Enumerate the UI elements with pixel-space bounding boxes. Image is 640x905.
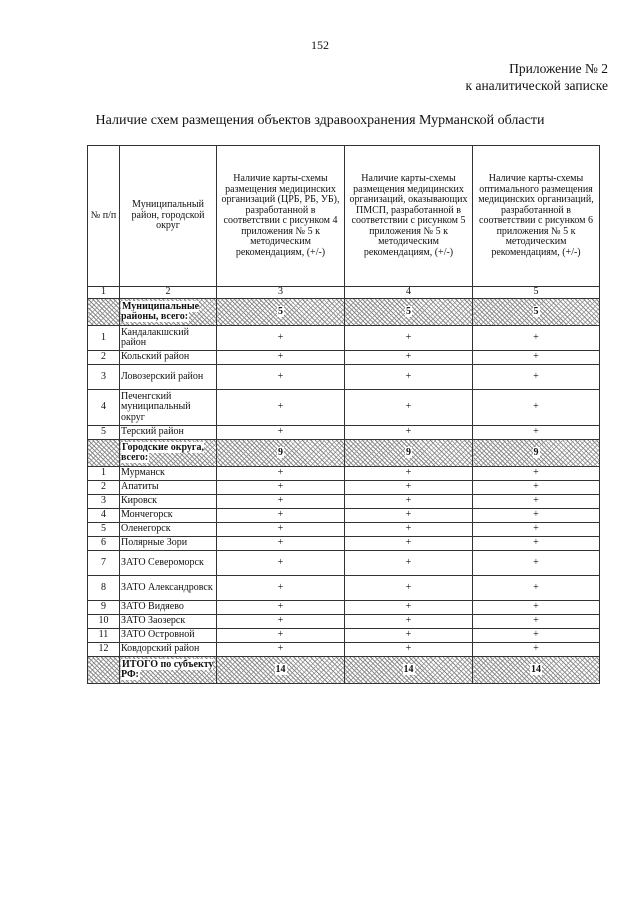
row-value: + xyxy=(473,351,600,365)
hatch-cell xyxy=(88,299,120,326)
row-num: 1 xyxy=(88,467,120,481)
row-value: + xyxy=(345,495,473,509)
table-row xyxy=(88,523,600,537)
row-value: + xyxy=(345,601,473,615)
row-value: + xyxy=(345,509,473,523)
index-cell: 3 xyxy=(217,287,345,299)
section-value: 5 xyxy=(406,305,411,317)
row-value: + xyxy=(217,509,345,523)
row-value: + xyxy=(473,326,600,351)
row-value: + xyxy=(345,351,473,365)
table-row xyxy=(88,629,600,643)
section-row-cities xyxy=(88,440,600,467)
row-value: + xyxy=(345,326,473,351)
row-value: + xyxy=(217,523,345,537)
row-value: + xyxy=(345,643,473,657)
row-num: 9 xyxy=(88,601,120,615)
row-value: + xyxy=(217,576,345,601)
row-value: + xyxy=(473,390,600,426)
row-value: + xyxy=(217,615,345,629)
row-value: + xyxy=(217,601,345,615)
row-num: 2 xyxy=(88,481,120,495)
row-value: + xyxy=(473,576,600,601)
section-value: 5 xyxy=(278,305,283,317)
header-name: Муниципальный район, городской округ xyxy=(120,146,217,287)
row-num: 3 xyxy=(88,365,120,390)
section-value: 14 xyxy=(531,663,541,675)
schemes-table xyxy=(87,145,600,684)
index-row xyxy=(88,287,600,299)
header-num: № п/п xyxy=(88,146,120,287)
table-row xyxy=(88,481,600,495)
row-value: + xyxy=(473,509,600,523)
row-name: Полярные Зори xyxy=(120,537,217,551)
row-value: + xyxy=(345,576,473,601)
section-value: 14 xyxy=(403,663,414,675)
row-value: + xyxy=(473,601,600,615)
appendix-line-2: к аналитической записке xyxy=(465,78,608,93)
row-num: 5 xyxy=(88,426,120,440)
row-value: + xyxy=(217,326,345,351)
appendix-line-1: Приложение № 2 xyxy=(509,61,608,76)
row-value: + xyxy=(217,390,345,426)
table-row xyxy=(88,509,600,523)
row-num: 8 xyxy=(88,576,120,601)
row-value: + xyxy=(473,629,600,643)
table-row xyxy=(88,326,600,351)
table-row xyxy=(88,495,600,509)
hatch-cell xyxy=(88,657,120,684)
table-row xyxy=(88,351,600,365)
index-cell: 1 xyxy=(88,287,120,299)
section-value: 9 xyxy=(533,446,539,458)
row-value: + xyxy=(345,537,473,551)
table-row xyxy=(88,643,600,657)
row-name: Печенгский муниципальный округ xyxy=(120,390,217,426)
row-name: ЗАТО Заозерск xyxy=(120,615,217,629)
row-value: + xyxy=(217,351,345,365)
index-cell: 4 xyxy=(345,287,473,299)
row-value: + xyxy=(345,551,473,576)
row-name: Апатиты xyxy=(120,481,217,495)
table-row xyxy=(88,365,600,390)
row-name: Кандалакшский район xyxy=(120,326,217,351)
table-row xyxy=(88,551,600,576)
header-col5: Наличие карты-схемы оптимального размещения медицинских организаций, разработанной в соответствии с рисунком 6 приложения № 5 к методическим рекомендациям, (+/-) xyxy=(473,146,600,287)
row-value: + xyxy=(345,390,473,426)
row-value: + xyxy=(345,426,473,440)
row-num: 5 xyxy=(88,523,120,537)
section-value: 5 xyxy=(533,305,539,317)
section-row-districts xyxy=(88,299,600,326)
row-num: 3 xyxy=(88,495,120,509)
row-name: ЗАТО Островной xyxy=(120,629,217,643)
row-num: 10 xyxy=(88,615,120,629)
table-row xyxy=(88,467,600,481)
row-value: + xyxy=(345,467,473,481)
page-number: 152 xyxy=(311,38,329,52)
row-value: + xyxy=(473,426,600,440)
row-value: + xyxy=(217,481,345,495)
row-value: + xyxy=(473,481,600,495)
row-num: 7 xyxy=(88,551,120,576)
row-name: Ловозерский район xyxy=(120,365,217,390)
document-title: Наличие схем размещения объектов здравоохранения Мурманской области xyxy=(95,113,545,128)
row-name: Мончегорск xyxy=(120,509,217,523)
row-name: ЗАТО Североморск xyxy=(120,551,217,576)
row-value: + xyxy=(217,537,345,551)
hatch-cell xyxy=(88,440,120,467)
row-value: + xyxy=(217,365,345,390)
table-row xyxy=(88,537,600,551)
index-cell: 2 xyxy=(120,287,217,299)
row-num: 11 xyxy=(88,629,120,643)
row-name: Кольский район xyxy=(120,351,217,365)
section-value: 14 xyxy=(275,663,286,675)
row-value: + xyxy=(473,643,600,657)
row-value: + xyxy=(473,365,600,390)
row-num: 1 xyxy=(88,326,120,351)
section-value: 9 xyxy=(406,446,411,458)
row-num: 12 xyxy=(88,643,120,657)
table-row xyxy=(88,576,600,601)
row-name: ЗАТО Александровск xyxy=(120,576,217,601)
section-value: 9 xyxy=(278,446,283,458)
row-value: + xyxy=(345,523,473,537)
row-num: 4 xyxy=(88,390,120,426)
row-value: + xyxy=(217,643,345,657)
row-value: + xyxy=(217,495,345,509)
row-value: + xyxy=(473,615,600,629)
row-value: + xyxy=(345,629,473,643)
row-value: + xyxy=(473,551,600,576)
section-row-total xyxy=(88,657,600,684)
row-name: Оленегорск xyxy=(120,523,217,537)
row-value: + xyxy=(217,551,345,576)
section-label: Муниципальные районы, всего: xyxy=(121,300,200,322)
row-value: + xyxy=(345,481,473,495)
appendix-block xyxy=(466,60,608,94)
header-col3: Наличие карты-схемы размещения медицинских организаций (ЦРБ, РБ, УБ), разработанной в соответствии с рисунком 4 приложения № 5 к методическим рекомендациям, (+/-) xyxy=(217,146,345,287)
row-value: + xyxy=(473,537,600,551)
table-row xyxy=(88,426,600,440)
row-name: Терский район xyxy=(120,426,217,440)
row-value: + xyxy=(217,426,345,440)
row-name: Мурманск xyxy=(120,467,217,481)
header-col4: Наличие карты-схемы размещения медицинских организаций, оказывающих ПМСП, разработанной в соответствии с рисунком 5 приложения № 5 к методическим рекомендациям, (+/-) xyxy=(345,146,473,287)
row-num: 2 xyxy=(88,351,120,365)
section-label: ИТОГО по субъекту РФ: xyxy=(121,658,214,680)
row-name: Ковдорский район xyxy=(120,643,217,657)
row-num: 6 xyxy=(88,537,120,551)
row-value: + xyxy=(473,467,600,481)
row-value: + xyxy=(473,523,600,537)
table-row xyxy=(88,615,600,629)
row-num: 4 xyxy=(88,509,120,523)
table-row xyxy=(88,601,600,615)
index-cell: 5 xyxy=(473,287,600,299)
table-row xyxy=(88,390,600,426)
row-value: + xyxy=(217,629,345,643)
row-value: + xyxy=(217,467,345,481)
row-value: + xyxy=(473,495,600,509)
row-name: ЗАТО Видяево xyxy=(120,601,217,615)
row-name: Кировск xyxy=(120,495,217,509)
row-value: + xyxy=(345,365,473,390)
section-label: Городские округа, всего: xyxy=(121,441,204,463)
row-value: + xyxy=(345,615,473,629)
